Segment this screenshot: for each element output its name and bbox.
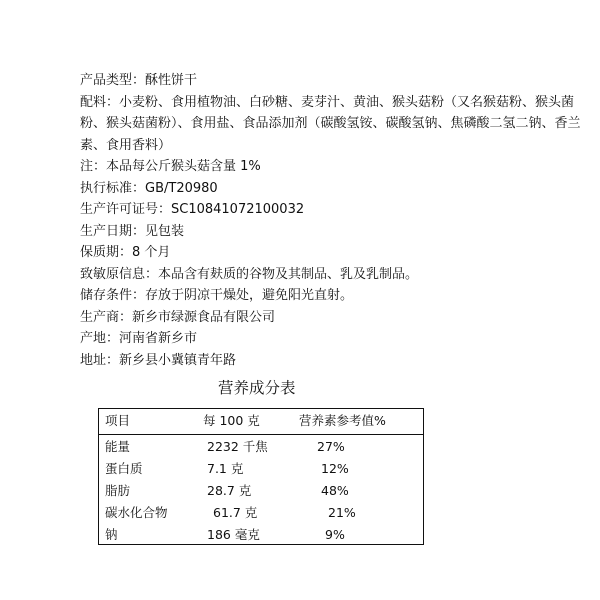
- origin-line: 产地：河南省新乡市: [80, 331, 198, 346]
- nutrition-row-fat-name: 脂肪: [105, 483, 131, 498]
- nutrition-header-item: 项目: [105, 413, 131, 428]
- nutrition-header-divider: [99, 434, 423, 435]
- nutrition-row-carbohydrate-value: 61.7 克: [213, 505, 258, 520]
- address-line: 地址：新乡县小冀镇青年路: [80, 352, 237, 368]
- license-line: 生产许可证号：SC10841072100032: [80, 202, 305, 217]
- storage-line: 储存条件：存放于阴凉干燥处，避免阳光直射。: [80, 288, 354, 303]
- nutrition-row-fat-value: 28.7 克: [207, 483, 252, 498]
- production-date-line: 生产日期：见包装: [80, 223, 185, 239]
- shelf-life-line: 保质期：8 个月: [80, 245, 171, 260]
- nutrition-row-protein-name: 蛋白质: [105, 461, 143, 476]
- nutrition-table-title: 营养成分表: [218, 379, 296, 397]
- nutrition-header-per100g: 每 100 克: [203, 413, 260, 428]
- nutrition-row-sodium-value: 186 毫克: [207, 527, 260, 542]
- manufacturer-line: 生产商：新乡市绿源食品有限公司: [80, 309, 276, 325]
- standard-line: 执行标准：GB/T20980: [80, 180, 218, 196]
- nutrition-row-energy-name: 能量: [105, 439, 131, 454]
- product-info: [80, 70, 590, 371]
- nutrition-row-carbohydrate-nrv: 21%: [328, 505, 356, 520]
- nutrition-row-carbohydrate-name: 碳水化合物: [105, 505, 168, 520]
- allergen-line: 致敏原信息：本品含有麸质的谷物及其制品、乳及乳制品。: [80, 266, 419, 282]
- nutrition-row-energy-value: 2232 千焦: [207, 439, 268, 454]
- nutrition-table: [98, 408, 424, 545]
- nutrition-row-protein-value: 7.1 克: [207, 461, 244, 476]
- nutrition-row-sodium-nrv: 9%: [325, 527, 345, 542]
- nutrition-header-nrv: 营养素参考值%: [299, 413, 386, 428]
- nutrition-row-fat-nrv: 48%: [321, 483, 349, 498]
- nutrition-row-sodium-name: 钠: [105, 527, 118, 542]
- product-type-line: 产品类型：酥性饼干: [80, 73, 198, 88]
- note-line: 注：本品每公斤猴头菇含量 1%: [80, 159, 261, 174]
- ingredients-line: 配料：小麦粉、食用植物油、白砂糖、麦芽汁、黄油、猴头菇粉（又名猴菇粉、猴头菌粉、猴头菇菌粉）、食用盐、食品添加剂（碳酸氢铵、碳酸氢钠、焦磷酸二氢二钠、香兰素、食用香料）: [80, 94, 581, 153]
- nutrition-row-energy-nrv: 27%: [317, 439, 345, 454]
- nutrition-row-protein-nrv: 12%: [321, 461, 349, 476]
